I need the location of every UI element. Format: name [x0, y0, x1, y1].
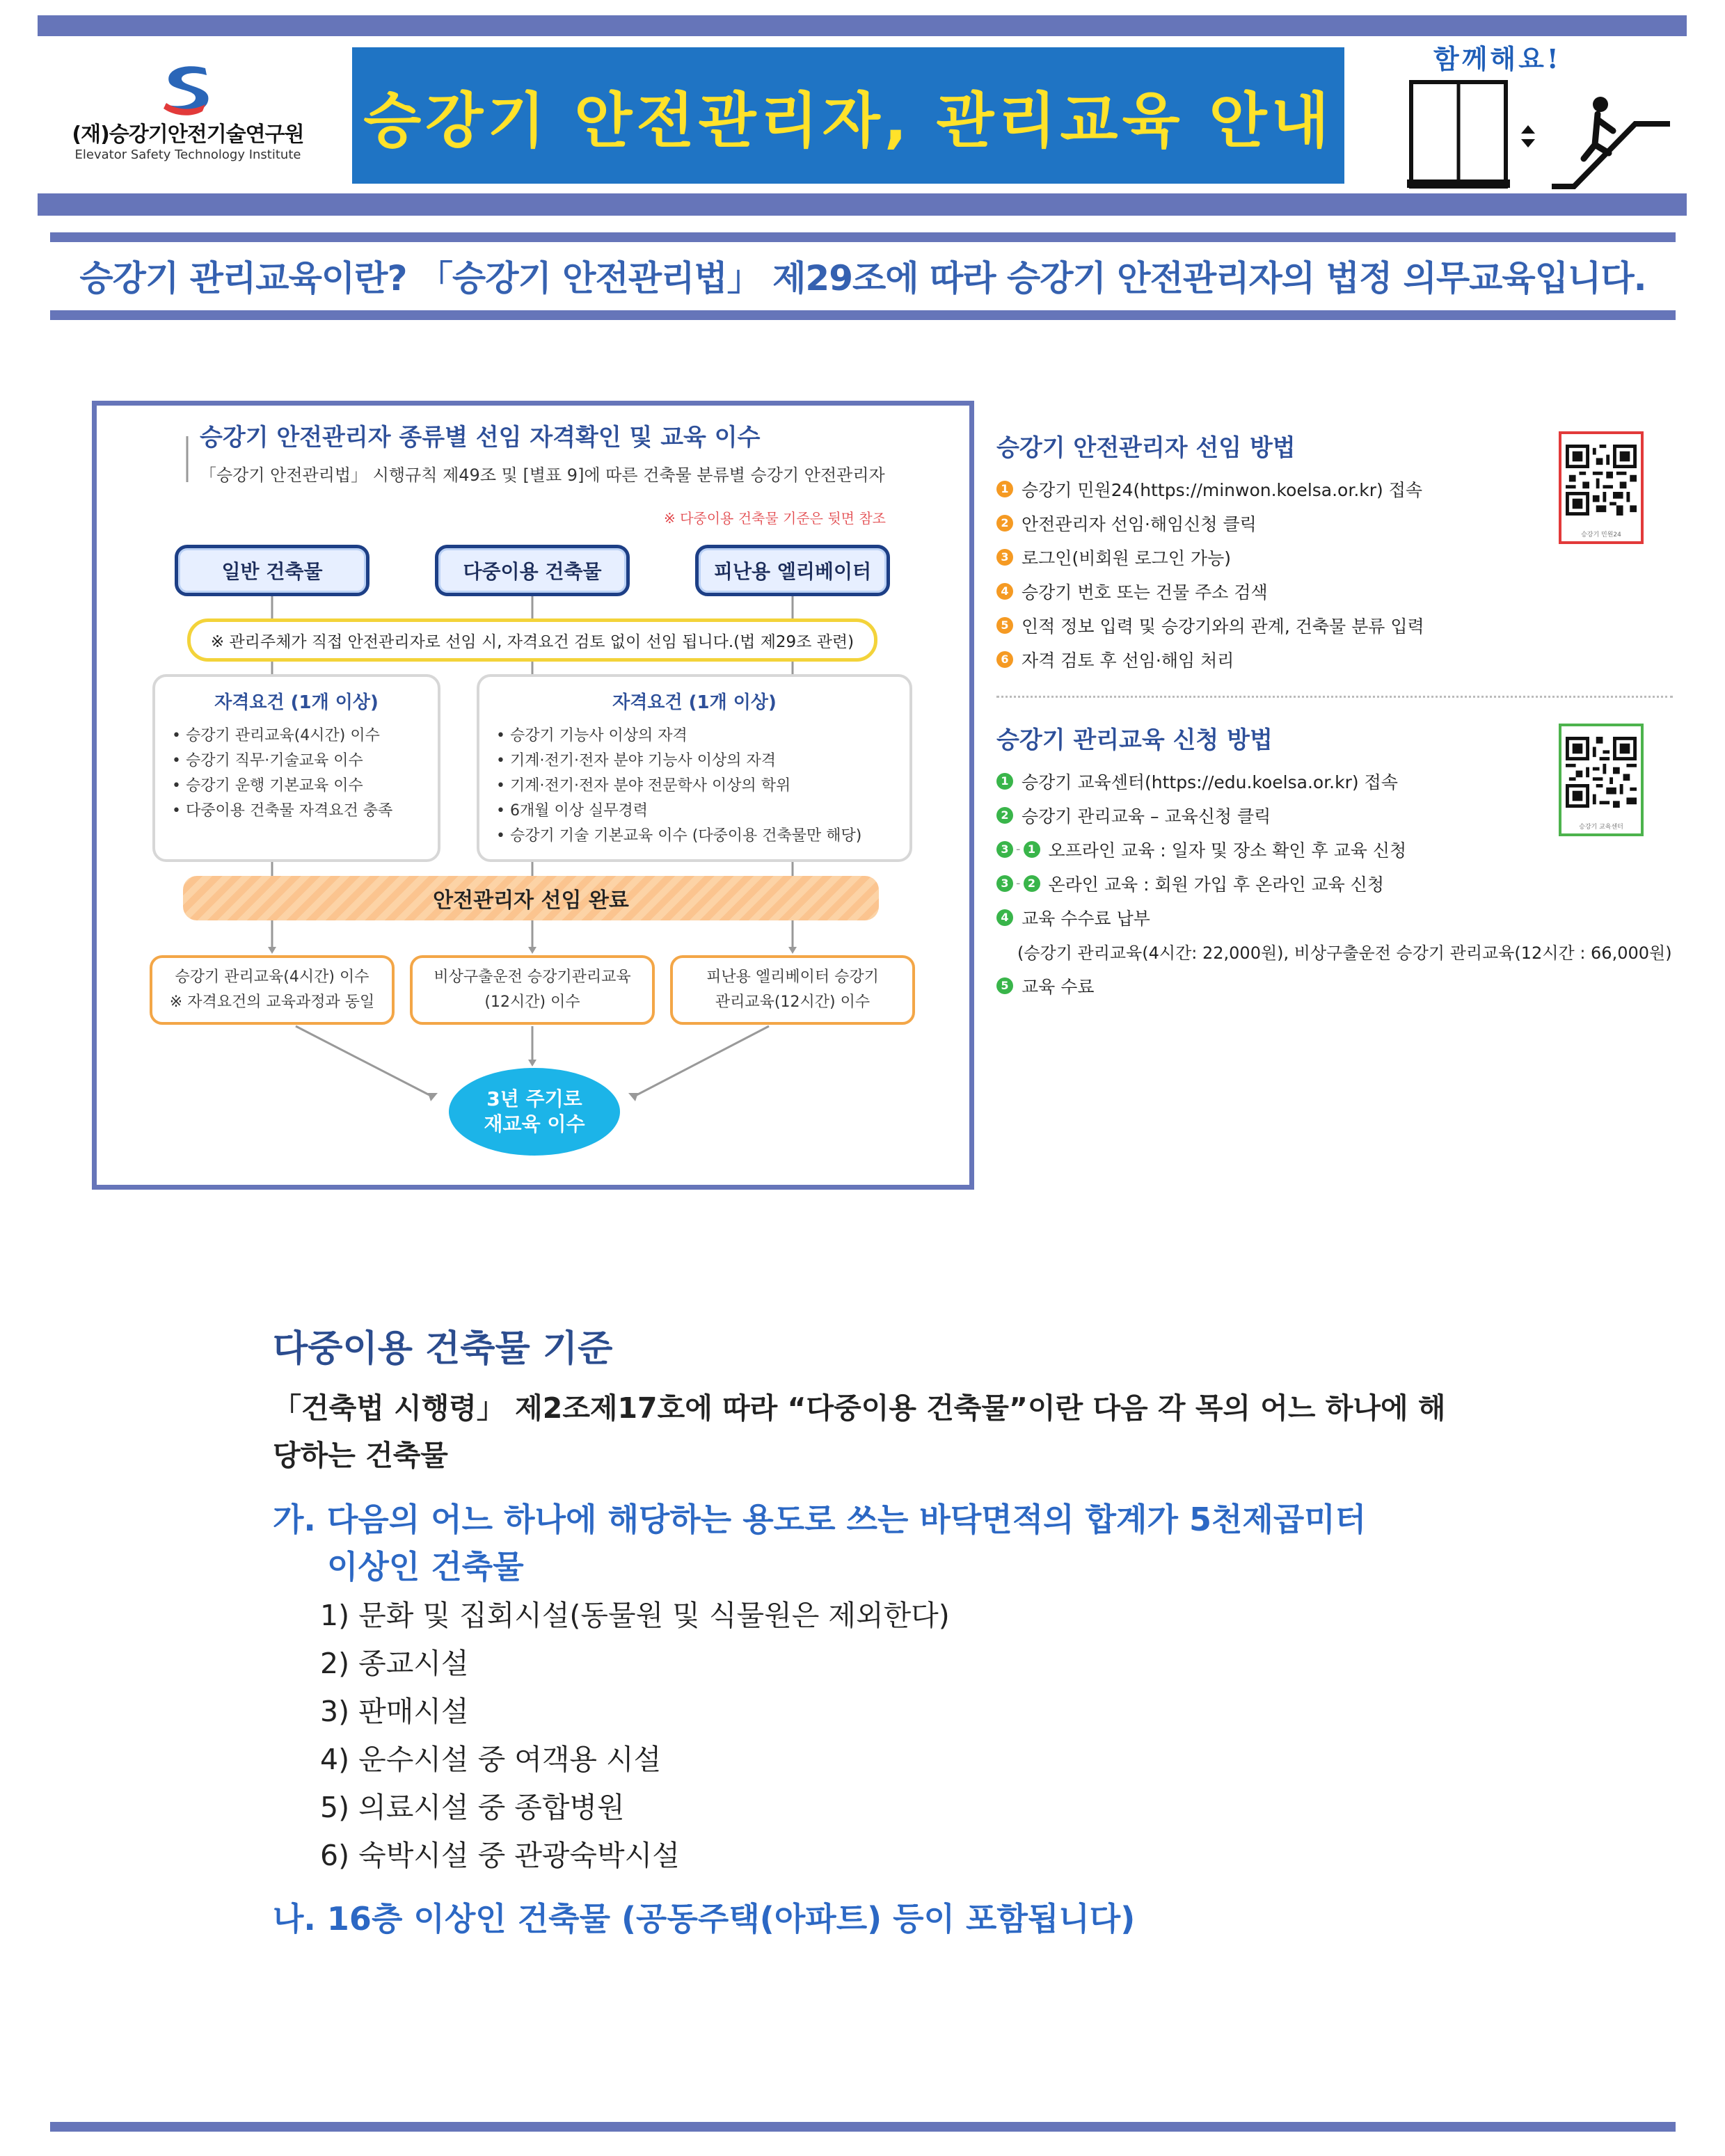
step-number-badge: 3 [996, 549, 1013, 566]
step-dash: - [1016, 842, 1021, 856]
step-number-badge: 5 [996, 977, 1013, 994]
category-evacuation-elevator: 피난용 엘리베이터 [695, 545, 890, 596]
header-band-bottom [38, 193, 1687, 216]
education-fee-note: (승강기 관리교육(4시간: 22,000원), 비상구출운전 승강기 관리교육(12시간 : 66,000원) [1017, 943, 1672, 963]
requirements-left-title: 자격요건 (1개 이상) [214, 692, 379, 713]
cycle-line: 3년 주기로 [486, 1087, 582, 1110]
requirement-item: • 다중이용 건축물 자격요건 충족 [172, 802, 393, 820]
step-text: 승강기 관리교육 – 교육신청 클릭 [1022, 806, 1271, 827]
step-number-badge: 1 [996, 773, 1013, 790]
appointment-flow-diagram [92, 401, 974, 1190]
appoint-step [996, 608, 1678, 642]
step-text: 교육 수수료 납부 [1022, 908, 1150, 929]
requirements-right [477, 674, 912, 862]
section-divider [996, 696, 1673, 698]
top-band [38, 15, 1687, 36]
step-sub-badge: 1 [1024, 841, 1040, 858]
requirement-item: • 기계·전기·전자 분야 전문학사 이상의 학위 [496, 777, 791, 794]
step-text: 온라인 교육 : 회원 가입 후 온라인 교육 신청 [1048, 874, 1385, 895]
qr-caption: 승강기 민원24 [1581, 532, 1621, 538]
requirements-right-title: 자격요건 (1개 이상) [612, 692, 777, 713]
step-text: 승강기 민원24(https://minwon.koelsa.or.kr) 접속 [1022, 479, 1423, 500]
outcome-general [150, 955, 395, 1025]
appoint-steps [996, 472, 1678, 676]
direct-appointment-notice: ※ 관리주체가 직접 안전관리자로 선임 시, 자격요건 검토 없이 선임 됩니다.(법 제29조 관련) [187, 618, 877, 662]
diagram-title: 승강기 안전관리자 종류별 선임 자격확인 및 교육 이수 [200, 424, 761, 452]
education-section-title: 승강기 관리교육 신청 방법 [996, 726, 1273, 754]
requirement-item: • 6개월 이상 실무경력 [496, 802, 648, 820]
list-item: 1) 문화 및 집회시설(동물원 및 식물원은 제외한다) [320, 1599, 950, 1632]
criteria-a [273, 1496, 1456, 1590]
criteria-title: 다중이용 건축물 기준 [273, 1328, 613, 1370]
appoint-step [996, 506, 1678, 540]
qr-caption: 승강기 교육센터 [1579, 824, 1623, 831]
footer-band [50, 2122, 1676, 2132]
org-name-en: Elevator Safety Technology Institute [74, 147, 301, 162]
education-step [996, 798, 1678, 832]
step-number-badge: 4 [996, 583, 1013, 600]
step-sub-badge: 2 [1024, 875, 1040, 892]
intro-text: 승강기 관리교육이란? 「승강기 안전관리법」 제29조에 따라 승강기 안전관리자의 법정 의무교육입니다. [79, 258, 1646, 298]
org-logo [70, 63, 306, 174]
cycle-line: 재교육 이수 [484, 1112, 585, 1135]
outcome-line: 승강기 관리교육(4시간) 이수 [175, 968, 369, 986]
list-item: 5) 의료시설 중 종합병원 [320, 1791, 625, 1824]
logo-mark-icon [157, 63, 219, 118]
org-name-ko: (재)승강기안전기술연구원 [72, 122, 304, 147]
appoint-step [996, 540, 1678, 574]
diagram-subtitle: 「승강기 안전관리법」 시행규칙 제49조 및 [별표 9]에 따른 건축물 분류별 승강기 안전관리자 [200, 465, 885, 485]
criteria-definition: 「건축법 시행령」 제2조제17호에 따라 “다중이용 건축물”이란 다음 각 목의 어느 하나에 해당하는 건축물 [273, 1391, 1446, 1472]
step-dash: - [1016, 876, 1021, 891]
slogan: 함께해요! [1433, 43, 1561, 74]
title-banner [352, 47, 1344, 184]
step-number-badge: 4 [996, 909, 1013, 926]
page-title: 승강기 안전관리자, 관리교육 안내 [363, 86, 1333, 156]
outcome-line: 피난용 엘리베이터 승강기 [706, 968, 879, 986]
requirement-item: • 승강기 기술 기본교육 이수 (다중이용 건축물만 해당) [496, 827, 862, 845]
elevator-escalator-icon [1392, 75, 1670, 193]
education-step [996, 866, 1678, 900]
criteria-a-line: 이상인 건축물 [327, 1548, 524, 1586]
list-item: 4) 운수시설 중 여객용 시설 [320, 1743, 662, 1776]
category-multi-use-building: 다중이용 건축물 [435, 545, 630, 596]
requirements-left [152, 674, 440, 862]
diagram-note: ※ 다중이용 건축물 기준은 뒷면 참조 [663, 510, 886, 527]
list-item: 3) 판매시설 [320, 1695, 469, 1728]
requirement-item: • 승강기 직무·기술교육 이수 [172, 752, 363, 769]
outcome-line: 비상구출운전 승강기관리교육 [434, 968, 631, 986]
requirement-item: • 기계·전기·전자 분야 기능사 이상의 자격 [496, 752, 776, 769]
step-text: 인적 정보 입력 및 승강기와의 관계, 건축물 분류 입력 [1022, 616, 1424, 637]
requirement-item: • 승강기 관리교육(4시간) 이수 [172, 727, 380, 744]
outcome-line: (12시간) 이수 [484, 993, 580, 1011]
step-number-badge: 2 [996, 515, 1013, 532]
requirement-item: • 승강기 운행 기본교육 이수 [172, 777, 363, 794]
step-text: 자격 검토 후 선임·해임 처리 [1022, 650, 1234, 671]
step-number-badge: 6 [996, 651, 1013, 668]
list-item: 2) 종교시설 [320, 1647, 469, 1680]
intro-band-top [50, 232, 1676, 242]
appointment-complete-bar: 안전관리자 선임 완료 [183, 876, 879, 920]
step-number-badge: 5 [996, 617, 1013, 634]
appoint-step [996, 574, 1678, 608]
step-text: 교육 수료 [1022, 976, 1095, 997]
category-general-building: 일반 건축물 [175, 545, 369, 596]
education-step [996, 968, 1678, 1003]
requirement-item: • 승강기 기능사 이상의 자격 [496, 727, 687, 744]
step-text: 로그인(비회원 로그인 가능) [1022, 548, 1232, 568]
education-steps [996, 764, 1678, 1003]
criteria-a-list [320, 1592, 950, 1880]
appoint-section-title: 승강기 안전관리자 선임 방법 [996, 434, 1296, 462]
step-number-badge: 3 [996, 875, 1013, 892]
list-item: 6) 숙박시설 중 관광숙박시설 [320, 1839, 680, 1872]
step-number-badge: 1 [996, 481, 1013, 497]
step-text: 안전관리자 선임·해임신청 클릭 [1022, 513, 1257, 534]
education-step [996, 900, 1678, 934]
outcome-evacuation [670, 955, 915, 1025]
step-text: 승강기 교육센터(https://edu.koelsa.or.kr) 접속 [1022, 772, 1398, 792]
outcome-line: ※ 자격요건의 교육과정과 동일 [169, 993, 375, 1011]
outcome-line: 관리교육(12시간) 이수 [715, 993, 871, 1011]
step-text: 승강기 번호 또는 건물 주소 검색 [1022, 582, 1268, 602]
outcome-multi-use [410, 955, 655, 1025]
appoint-step [996, 642, 1678, 676]
intro-band-bottom [50, 310, 1676, 320]
retraining-cycle [449, 1068, 620, 1156]
step-text: 오프라인 교육 : 일자 및 장소 확인 후 교육 신청 [1048, 840, 1407, 861]
criteria-a-line: 가. 다음의 어느 하나에 해당하는 용도로 쓰는 바닥면적의 합계가 5천제곱미터 [273, 1501, 1367, 1538]
step-number-badge: 3 [996, 841, 1013, 858]
appoint-step [996, 472, 1678, 506]
education-step [996, 832, 1678, 866]
education-step [996, 764, 1678, 798]
step-number-badge: 2 [996, 807, 1013, 824]
criteria-b: 나. 16층 이상인 건축물 (공동주택(아파트) 등이 포함됩니다) [273, 1900, 1136, 1938]
